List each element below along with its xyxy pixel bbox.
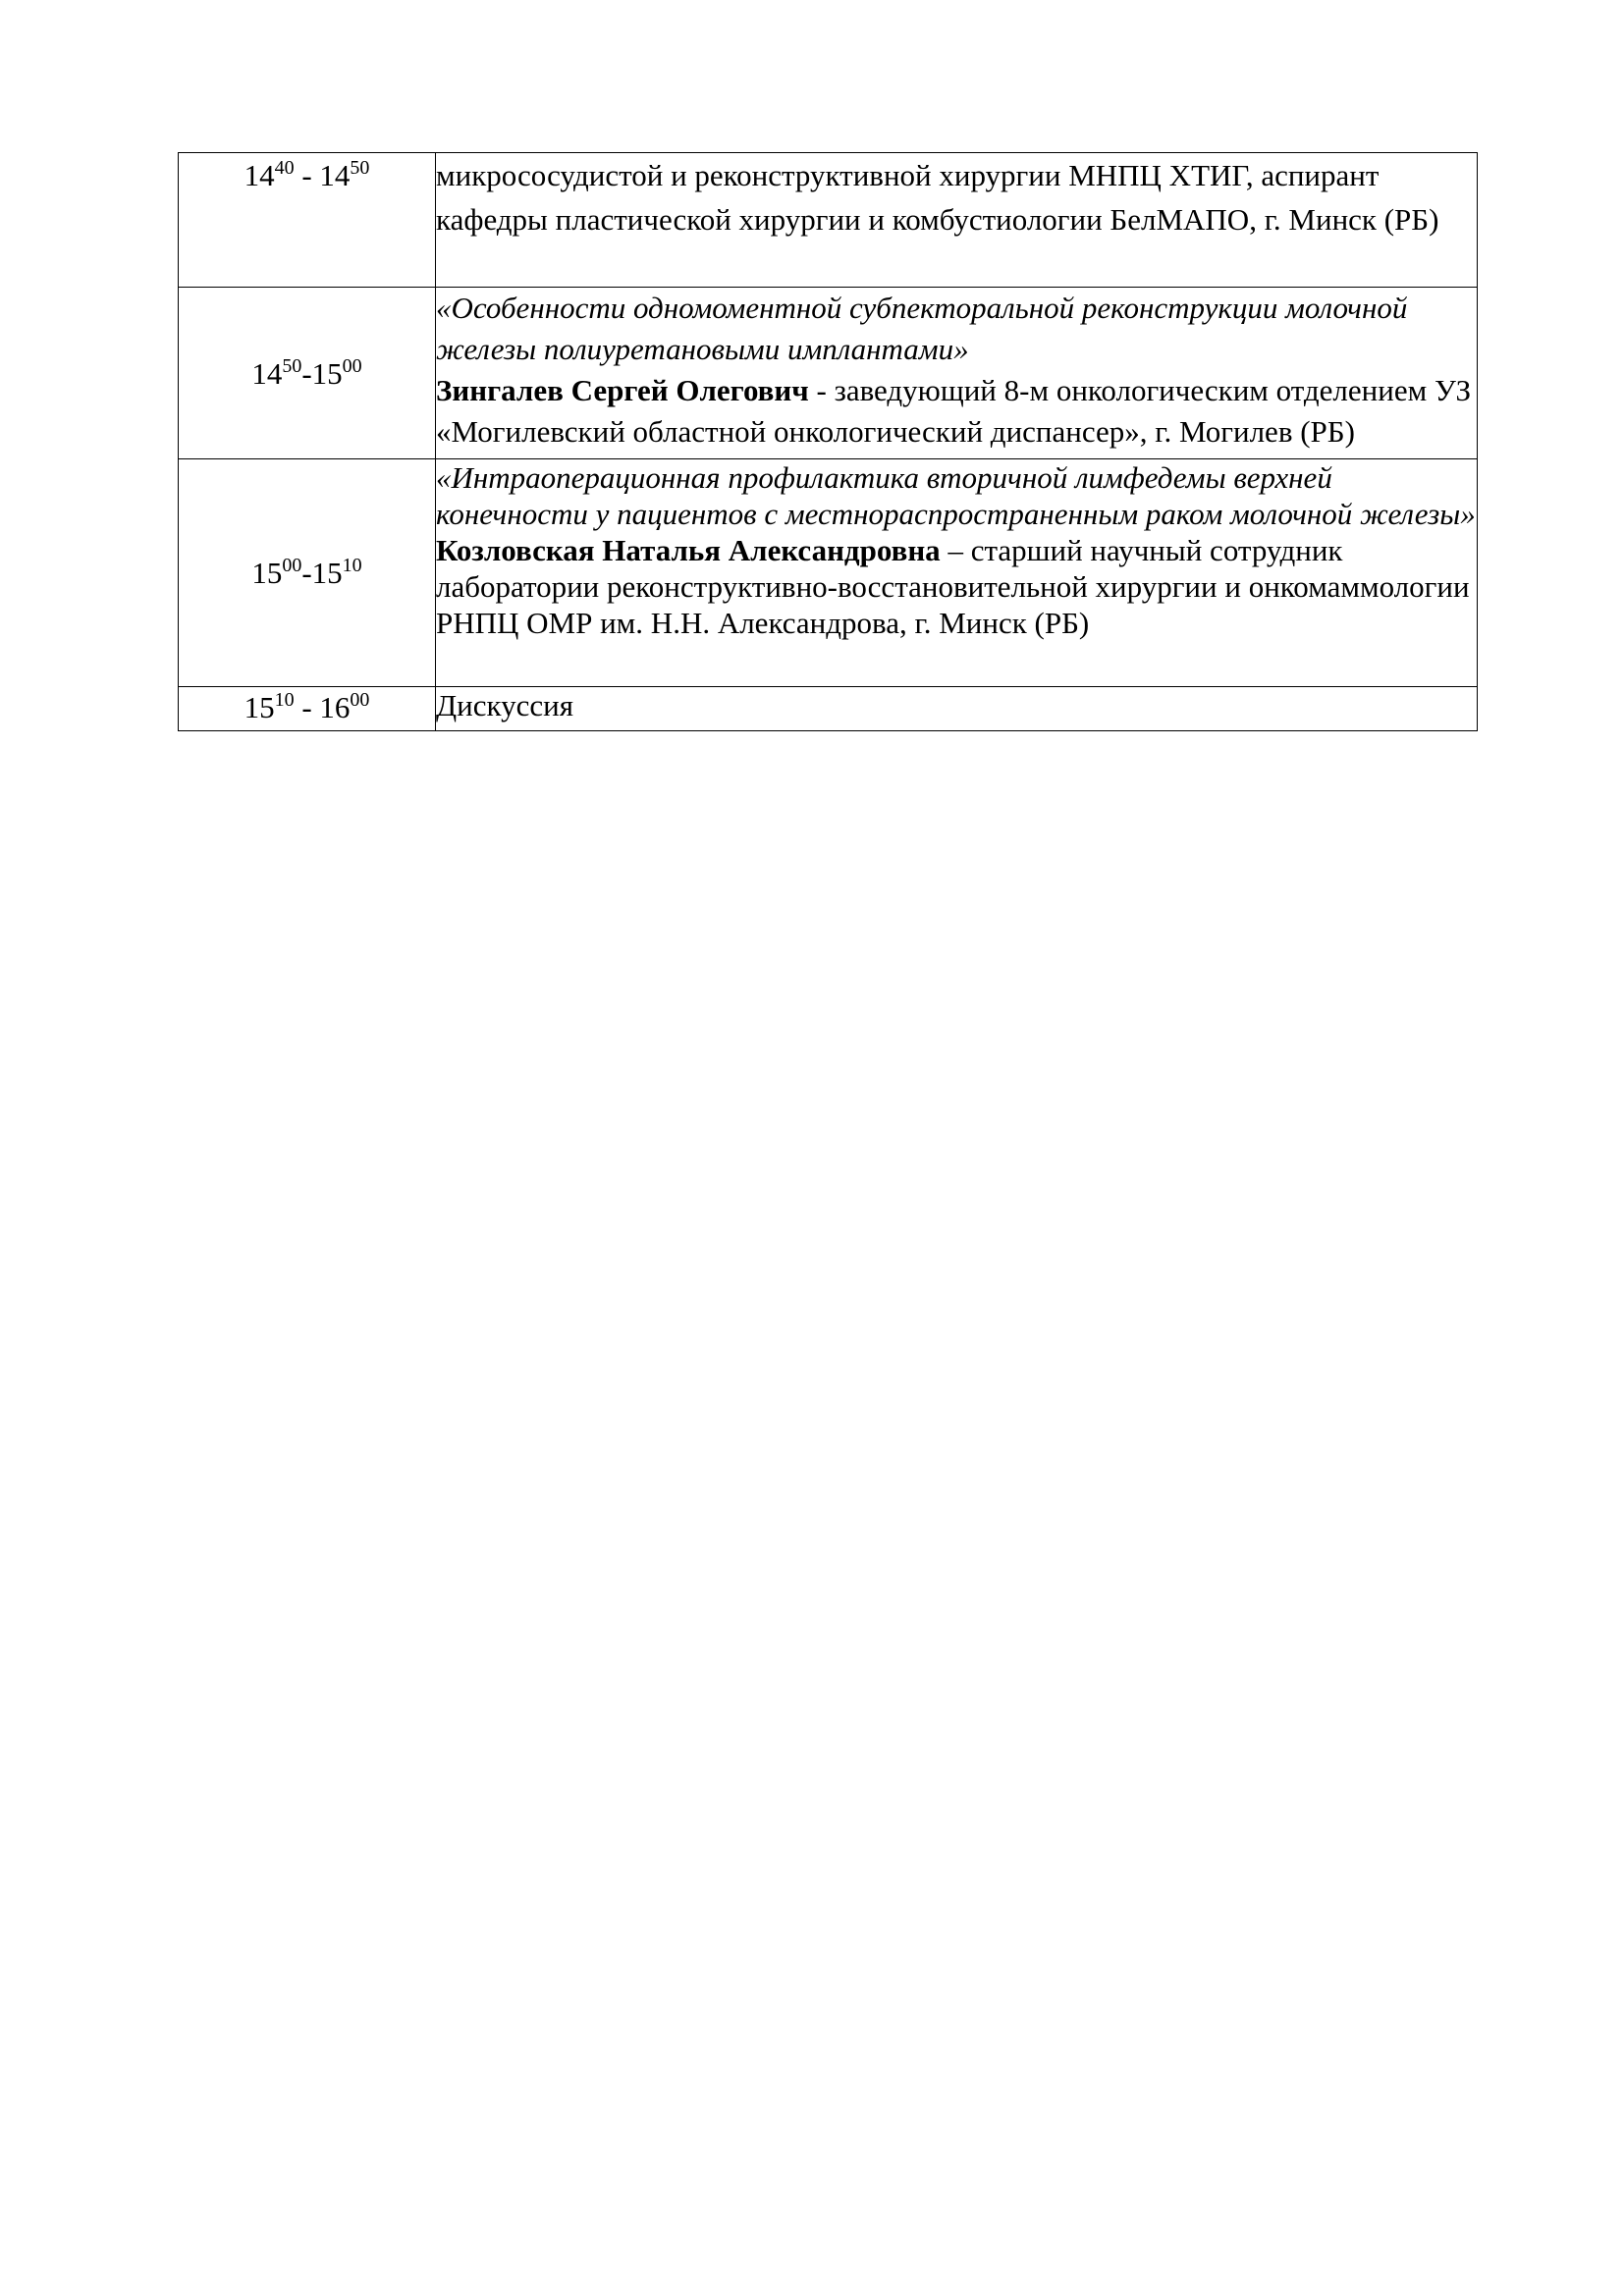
speaker-name: Козловская Наталья Александровна: [436, 533, 941, 567]
time-cell: [179, 153, 436, 288]
time-cell: [179, 687, 436, 731]
time-end-minute: 00: [350, 689, 370, 711]
time-end-minute: 00: [342, 354, 362, 377]
description-cell: [436, 687, 1478, 731]
description-cell: [436, 288, 1478, 459]
time-start-hour: 15: [244, 690, 275, 724]
time-start-hour: 14: [251, 355, 283, 391]
description-text: Дискуссия: [436, 688, 573, 722]
time-end-hour: 16: [319, 690, 351, 724]
program-row: [179, 153, 1478, 288]
time-separator: -: [301, 355, 312, 391]
talk-title: «Особенности одномоментной субпекторальной реконструкции молочной железы полиуретановыми имплантами»: [436, 291, 1408, 366]
description-cell: [436, 459, 1478, 687]
time-cell: [179, 288, 436, 459]
time-end-minute: 50: [350, 157, 370, 179]
speaker-description: – старший научный сотрудник лаборатории реконструктивно-восстановительной хирургии и онкомаммологии РНПЦ ОМР им. Н.Н. Александрова, г. Минск (РБ): [436, 533, 1470, 640]
program-table: [178, 152, 1478, 731]
time-end-hour: 14: [319, 158, 351, 192]
time-start-minute: 00: [282, 555, 302, 576]
speaker-line: [436, 532, 1477, 641]
description-cell: [436, 153, 1478, 288]
time-start-hour: 15: [251, 556, 283, 590]
description-text: микрососудистой и реконструктивной хирургии МНПЦ ХТИГ, аспирант кафедры пластической хирургии и комбустиологии БелМАПО, г. Минск (РБ): [436, 158, 1439, 237]
time-end-hour: 15: [311, 355, 343, 391]
program-row: [179, 288, 1478, 459]
time-start-minute: 10: [274, 689, 295, 711]
time-separator: -: [294, 158, 320, 192]
time-end-minute: 10: [342, 555, 362, 576]
speaker-line: [436, 370, 1477, 453]
time-start-minute: 50: [282, 354, 302, 377]
time-start-hour: 14: [244, 158, 275, 192]
time-separator: -: [301, 556, 312, 590]
time-separator: -: [294, 690, 320, 724]
time-cell: [179, 459, 436, 687]
program-row: [179, 687, 1478, 731]
program-row: [179, 459, 1478, 687]
time-end-hour: 15: [311, 556, 343, 590]
speaker-description: - заведующий 8-м онкологическим отделением УЗ «Могилевский областной онкологический диспансер», г. Могилев (РБ): [436, 373, 1472, 449]
talk-title: «Интраоперационная профилактика вторичной лимфедемы верхней конечности у пациентов с местнораспространенным раком молочной железы»: [436, 460, 1476, 531]
speaker-name: Зингалев Сергей Олегович: [436, 373, 809, 407]
time-start-minute: 40: [274, 157, 295, 179]
